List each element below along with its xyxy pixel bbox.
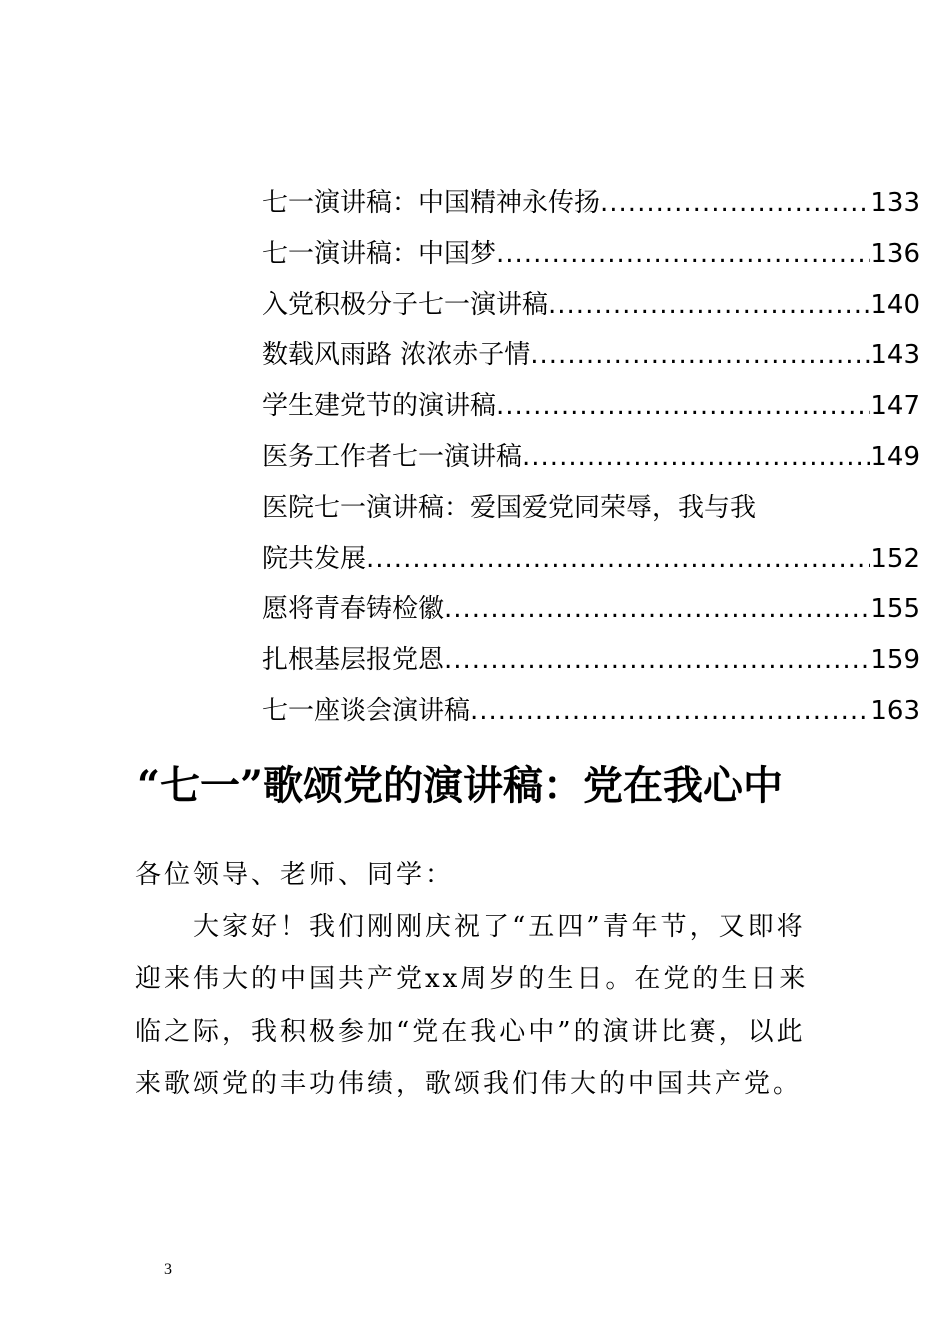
toc-entry-title: 七一演讲稿：中国精神永传扬 <box>262 188 601 218</box>
toc-entry[interactable] <box>262 330 920 381</box>
toc-entry-page: 143 <box>870 340 920 371</box>
toc-entry-page: 163 <box>870 695 920 726</box>
toc-entry-page: 149 <box>870 441 920 472</box>
toc-leader-dots <box>548 280 870 331</box>
salutation: 各位领导、老师、同学： <box>135 860 455 890</box>
toc-entry-page: 155 <box>870 594 920 625</box>
page-number: 3 <box>164 1261 172 1278</box>
toc-leader-dots <box>496 381 870 432</box>
toc-entry[interactable] <box>262 534 920 585</box>
toc-entry[interactable] <box>262 229 920 280</box>
toc-entry-title: 入党积极分子七一演讲稿 <box>262 289 549 320</box>
toc-entry-title: 医院七一演讲稿：爱国爱党同荣辱，我与我 <box>262 492 757 523</box>
toc-entry-title: 愿将青春铸检徽 <box>262 594 445 625</box>
toc-entry-page: 136 <box>870 238 920 269</box>
table-of-contents <box>262 178 920 737</box>
toc-entry-page: 140 <box>870 289 920 320</box>
toc-leader-dots <box>444 635 870 686</box>
toc-entry[interactable] <box>262 635 920 686</box>
toc-entry-title-continued: 院共发展 <box>262 543 367 574</box>
toc-entry[interactable] <box>262 381 920 432</box>
toc-leader-dots <box>530 330 870 381</box>
toc-leader-dots <box>366 534 870 585</box>
toc-entry[interactable] <box>262 432 920 483</box>
article-heading: “七一”歌颂党的演讲稿：党在我心中 <box>136 762 783 809</box>
toc-entry-page: 147 <box>870 391 920 422</box>
toc-entry[interactable] <box>262 686 920 737</box>
toc-leader-dots <box>522 432 870 483</box>
toc-entry-page: 159 <box>870 645 920 676</box>
toc-leader-dots <box>470 686 870 737</box>
toc-entry-title: 学生建党节的演讲稿 <box>262 391 497 422</box>
toc-entry-title: 扎根基层报党恩 <box>262 645 445 676</box>
toc-entry-title: 七一座谈会演讲稿 <box>262 695 471 726</box>
toc-entry-title: 医务工作者七一演讲稿 <box>262 441 523 472</box>
toc-entry-page: 133 <box>870 188 920 218</box>
toc-entry-title: 数载风雨路 浓浓赤子情 <box>262 340 531 371</box>
toc-entry-first-line[interactable] <box>262 483 920 534</box>
toc-entry[interactable] <box>262 280 920 331</box>
toc-entry[interactable] <box>262 178 920 229</box>
toc-entry[interactable] <box>262 584 920 635</box>
toc-entry-title: 七一演讲稿：中国梦 <box>262 238 497 269</box>
toc-entry-page: 152 <box>870 543 920 574</box>
article-body <box>135 849 825 1110</box>
toc-leader-dots <box>496 229 870 280</box>
toc-leader-dots <box>600 178 870 229</box>
body-paragraph: 大家好！我们刚刚庆祝了“五四”青年节，又即将迎来伟大的中国共产党xx周岁的生日。在党的生日来临之际，我积极参加“党在我心中”的演讲比赛，以此来歌颂党的丰功伟绩，歌颂我们伟大的中国共产党。 <box>135 912 809 1099</box>
toc-leader-dots <box>444 584 870 635</box>
